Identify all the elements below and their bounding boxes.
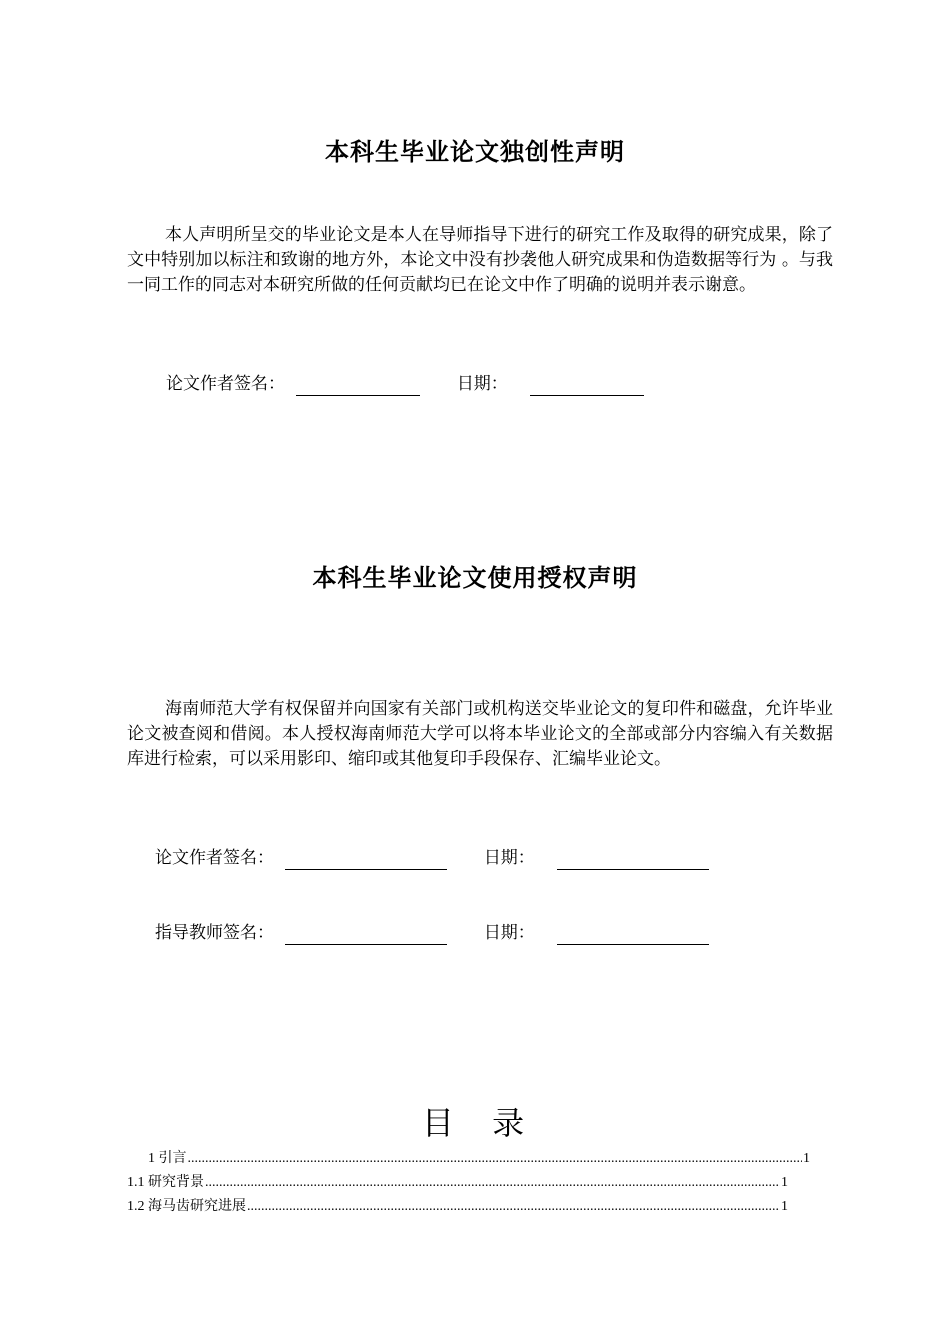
toc-title: 目 录 xyxy=(421,1104,539,1142)
toc-entry[interactable] xyxy=(127,1173,788,1193)
author-signature-line[interactable] xyxy=(296,377,420,396)
toc-entry[interactable] xyxy=(148,1149,810,1169)
date-line[interactable] xyxy=(530,377,644,396)
date-label: 日期： xyxy=(483,848,535,868)
date-label: 日期： xyxy=(456,374,508,394)
authorization-author-row xyxy=(155,846,709,870)
date-line[interactable] xyxy=(557,851,709,870)
toc-leader-dots xyxy=(188,1149,803,1169)
originality-body: 本人声明所呈交的毕业论文是本人在导师指导下进行的研究工作及取得的研究成果，除了文中特别加以标注和致谢的地方外，本论文中没有抄袭他人研究成果和伪造数据等行为 。与我一同工作的同志对本研究所做的任何贡献均已在论文中作了明确的说明并表示谢意。 xyxy=(127,225,833,295)
originality-signature-row xyxy=(166,372,644,396)
advisor-signature-line[interactable] xyxy=(285,926,447,945)
author-signature-label: 论文作者签名： xyxy=(155,848,274,868)
advisor-signature-label: 指导教师签名： xyxy=(155,923,274,943)
toc-entry-label: 1.2 海马齿研究进展 xyxy=(127,1199,246,1214)
authorization-title: 本科生毕业论文使用授权声明 xyxy=(312,564,638,592)
toc-entry-page: 1 xyxy=(803,1151,810,1166)
toc-entry-page: 1 xyxy=(781,1199,788,1214)
toc-leader-dots xyxy=(205,1173,780,1193)
toc-entry-label: 1.1 研究背景 xyxy=(127,1175,204,1190)
toc-leader-dots xyxy=(247,1197,780,1217)
toc-entry[interactable] xyxy=(127,1197,788,1217)
authorization-body: 海南师范大学有权保留并向国家有关部门或机构送交毕业论文的复印件和磁盘，允许毕业论文被查阅和借阅。本人授权海南师范大学可以将本毕业论文的全部或部分内容编入有关数据库进行检索，可以采用影印、缩印或其他复印手段保存、汇编毕业论文。 xyxy=(127,699,833,769)
toc-entry-page: 1 xyxy=(781,1175,788,1190)
author-signature-line[interactable] xyxy=(285,851,447,870)
originality-title: 本科生毕业论文独创性声明 xyxy=(325,138,625,166)
date-label: 日期： xyxy=(483,923,535,943)
toc-entry-label: 1 引言 xyxy=(148,1151,187,1166)
author-signature-label: 论文作者签名： xyxy=(166,374,285,394)
authorization-advisor-row xyxy=(155,921,709,945)
date-line[interactable] xyxy=(557,926,709,945)
